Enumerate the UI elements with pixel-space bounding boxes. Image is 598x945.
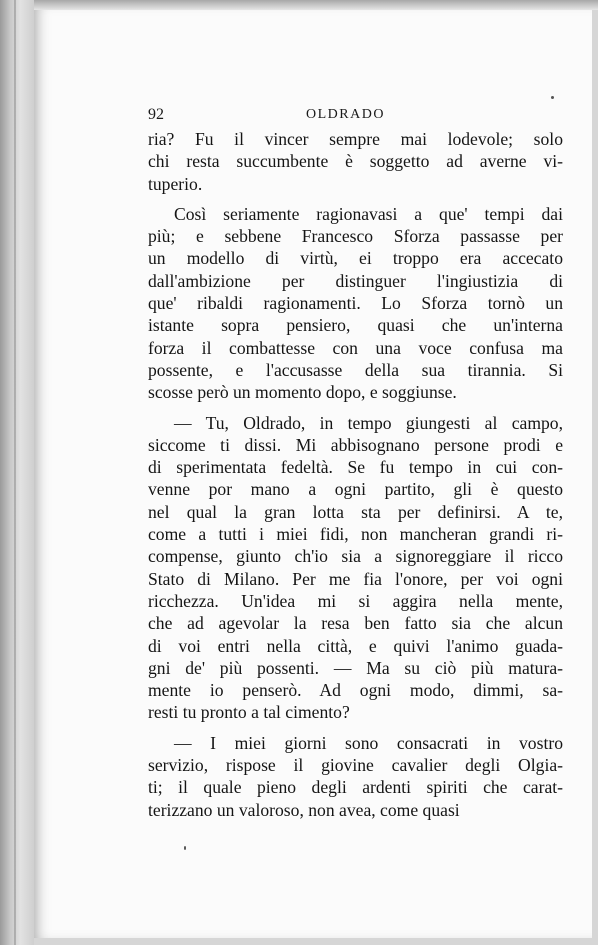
text-line: ti; il quale pieno degli ardenti spiriti che carat- bbox=[148, 777, 563, 798]
paragraph-gap bbox=[148, 724, 563, 732]
text-line: terizzano un valoroso, non avea, come quasi bbox=[148, 799, 460, 820]
body-text bbox=[148, 128, 563, 821]
text-line: Stato di Milano. Per me fia l'onore, per voi ogni bbox=[148, 568, 563, 589]
text-line: ricchezza. Un'idea mi si aggira nella mente, bbox=[148, 590, 563, 611]
paragraph bbox=[148, 412, 563, 724]
paragraph-gap bbox=[148, 404, 563, 412]
text-line: siccome ti dissi. Mi abbisognano persone prodi e bbox=[148, 434, 563, 455]
paragraph bbox=[148, 128, 563, 195]
text-line: resti tu pronto a tal cimento? bbox=[148, 702, 350, 723]
text-line: gni de' più possenti. — Ma su ciò più matura- bbox=[148, 657, 563, 678]
text-line: forza il combattesse con una voce confusa ma bbox=[148, 337, 563, 358]
text-line: — Tu, Oldrado, in tempo giungesti al campo, bbox=[174, 412, 563, 433]
page-number: 92 bbox=[148, 106, 164, 123]
text-line: di voi entri nella città, e quivi l'animo guada- bbox=[148, 635, 563, 656]
text-line: dall'ambizione per distinguer l'ingiustizia di bbox=[148, 270, 563, 291]
text-line: compense, giunto ch'io sia a signoreggiare il ricco bbox=[148, 546, 563, 567]
text-line: Così seriamente ragionavasi a que' tempi dai bbox=[174, 203, 563, 224]
paragraph bbox=[148, 732, 563, 821]
text-line: più; e sebbene Francesco Sforza passasse per bbox=[148, 226, 563, 247]
text-line: nel qual la gran lotta sta per definirsi. A te, bbox=[148, 501, 563, 522]
text-line: di sperimentata fedeltà. Se fu tempo in cui con- bbox=[148, 457, 563, 478]
page-top-edge bbox=[34, 0, 598, 10]
page-header bbox=[148, 106, 558, 130]
text-line: un modello di virtù, ei troppo era accecato bbox=[148, 248, 563, 269]
paragraph bbox=[148, 203, 563, 404]
text-line: venne por mano a ogni partito, gli è questo bbox=[148, 479, 563, 500]
ink-speck bbox=[184, 846, 186, 850]
text-line: — I miei giorni sono consacrati in vostro bbox=[174, 732, 563, 753]
text-line: ria? Fu il vincer sempre mai lodevole; solo bbox=[148, 129, 563, 149]
text-line: que' ribaldi ragionamenti. Lo Sforza tornò un bbox=[148, 293, 563, 314]
book-binding-edge bbox=[0, 0, 34, 945]
text-line: servizio, rispose il giovine cavalier degli Olgia- bbox=[148, 755, 563, 776]
text-line: come a tutti i miei fidi, non mancheran grandi ri- bbox=[148, 524, 563, 545]
running-head: OLDRADO bbox=[306, 107, 385, 122]
ink-speck bbox=[551, 96, 554, 99]
text-line: scosse però un momento dopo, e soggiunse. bbox=[148, 382, 457, 403]
text-line: che ad agevolar la resa ben fatto sia che alcun bbox=[148, 613, 563, 634]
text-line: possente, e l'accusasse della sua tirannia. Si bbox=[148, 359, 563, 380]
text-line: istante sopra pensiero, quasi che un'interna bbox=[148, 315, 563, 336]
text-line: chi resta succumbente è soggetto ad averne vi- bbox=[148, 151, 563, 172]
text-line: tuperio. bbox=[148, 173, 203, 194]
paragraph-gap bbox=[148, 195, 563, 203]
text-line: mente io penserò. Ad ogni modo, dimmi, sa- bbox=[148, 680, 563, 701]
